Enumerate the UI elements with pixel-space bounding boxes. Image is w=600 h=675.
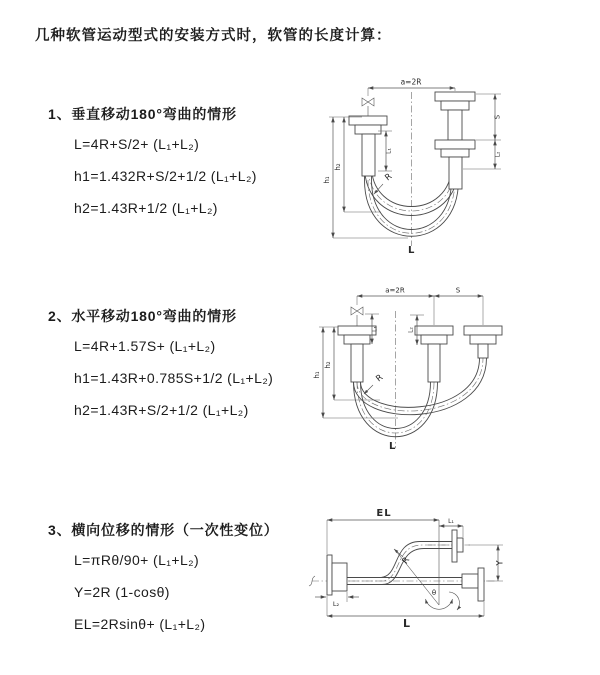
length-label: L — [408, 245, 415, 256]
dim-y-label: Y — [495, 560, 506, 566]
dim-h2-label: h₂ — [334, 163, 342, 171]
dim-el — [327, 508, 439, 554]
radius-label: R — [374, 372, 386, 385]
formula-length: L=4R+1.57S+ (L₁+L₂) — [74, 338, 216, 354]
formula-y: Y=2R (1-cosθ) — [74, 584, 170, 600]
dim-l1 — [378, 131, 393, 171]
section-2 — [48, 306, 313, 433]
page-title: 几种软管运动型式的安装方式时，软管的长度计算： — [35, 28, 392, 44]
hose-displaced-position — [348, 542, 452, 585]
radius-label: R — [383, 171, 395, 184]
flange-fitting-upper — [452, 530, 463, 562]
section-1 — [48, 104, 313, 231]
dim-l1-label: L₁ — [385, 148, 393, 154]
dim-l1-label: L₁ — [448, 518, 454, 525]
section-1-heading: 1、垂直移动180°弯曲的情形 — [48, 106, 237, 122]
length-label: L — [403, 617, 411, 630]
formula-h1: h1=1.432R+S/2+1/2 (L₁+L₂) — [74, 168, 257, 184]
dim-l1 — [439, 518, 463, 537]
flange-fitting-left — [338, 326, 376, 382]
flange-fitting-left — [349, 116, 387, 176]
formula-h2: h2=1.43R+1/2 (L₁+L₂) — [74, 200, 218, 216]
diagram-lateral-displacement — [300, 505, 600, 660]
flange-fitting-middle — [415, 296, 453, 382]
radius-callout — [394, 549, 412, 566]
angle-label: θ — [431, 589, 437, 597]
valve-icon — [362, 88, 374, 116]
dim-s — [434, 287, 483, 297]
flange-fitting-right — [464, 296, 502, 358]
dim-l2-label: L₂ — [494, 151, 502, 158]
dim-h1-label: h₁ — [323, 176, 331, 184]
radius-callout — [364, 373, 385, 394]
flange-fitting-right — [462, 568, 484, 601]
formula-h2: h2=1.43R+S/2+1/2 (L₁+L₂) — [74, 402, 249, 418]
dim-s-label: S — [493, 114, 502, 120]
section-3-heading: 3、横向位移的情形（一次性变位） — [48, 522, 279, 538]
dim-length — [327, 596, 484, 630]
formula-length: L=πRθ/90+ (L₁+L₂) — [74, 552, 200, 568]
dim-l2-label: L₂ — [332, 600, 340, 608]
dim-h1-label: h₁ — [313, 371, 321, 379]
section-3 — [48, 520, 313, 647]
dim-top-width — [368, 78, 455, 89]
dim-h2-label: h₂ — [324, 361, 332, 369]
length-label: L — [389, 441, 396, 452]
diagram-vertical-180-bend — [305, 70, 595, 260]
dim-top-width — [357, 287, 434, 297]
formula-h1: h1=1.43R+0.785S+1/2 (L₁+L₂) — [74, 370, 274, 386]
dim-top-label: a=2R — [385, 286, 405, 295]
formula-el: EL=2Rsinθ+ (L₁+L₂) — [74, 616, 206, 632]
dim-l2 — [315, 592, 359, 608]
dim-l1-label: L₁ — [371, 326, 379, 332]
section-2-heading: 2、水平移动180°弯曲的情形 — [48, 308, 237, 324]
flange-fitting-right — [435, 88, 475, 189]
formula-length: L=4R+S/2+ (L₁+L₂) — [74, 136, 200, 152]
flange-fitting-left — [327, 555, 347, 595]
valve-icon — [351, 296, 363, 326]
dim-top-label: a=2R — [400, 77, 422, 87]
radius-label: R — [400, 555, 413, 567]
dim-el-label: EL — [376, 508, 392, 519]
radius-callout — [374, 172, 394, 194]
dim-s — [476, 94, 502, 140]
diagram-horizontal-180-bend — [310, 283, 595, 463]
dim-s-label: S — [455, 286, 461, 295]
hose-position-2 — [354, 358, 487, 415]
dim-l2-label: L₂ — [407, 327, 415, 333]
